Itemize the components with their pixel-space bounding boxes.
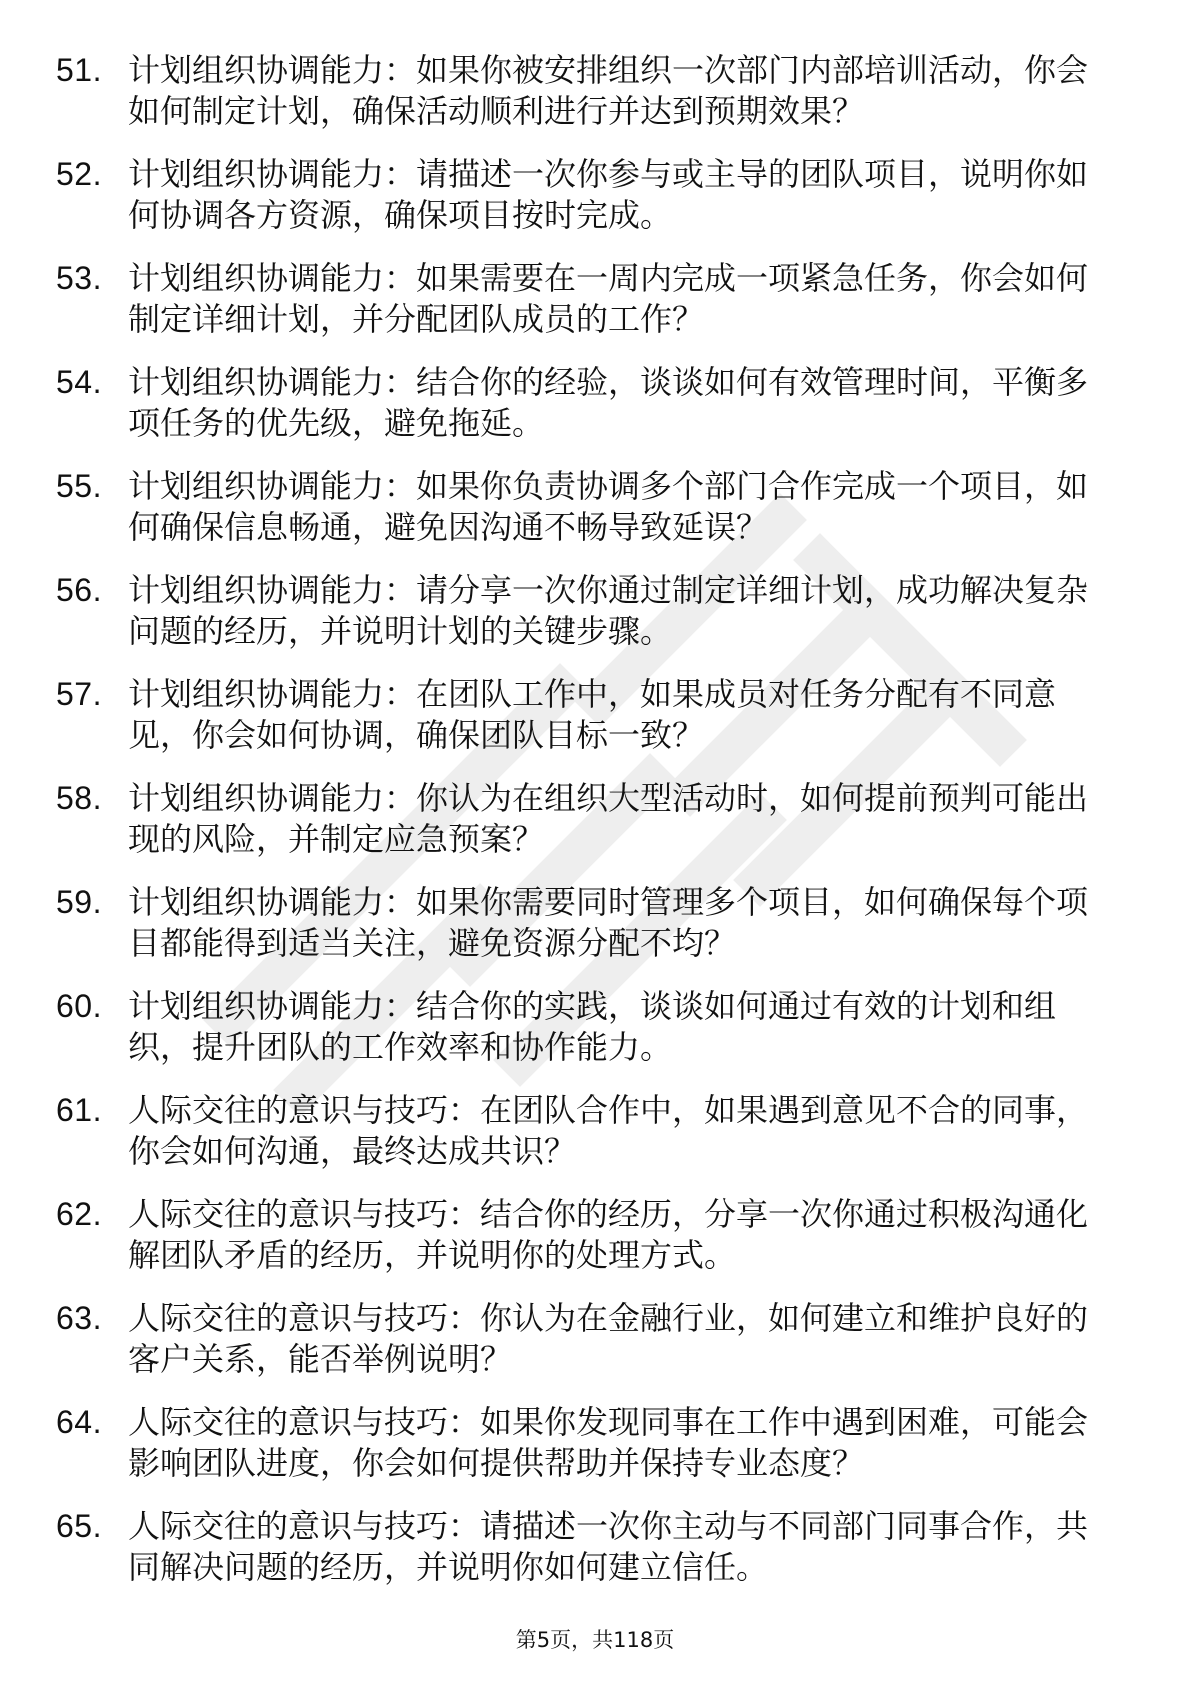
question-item	[56, 1194, 1116, 1276]
question-list	[56, 50, 1116, 1610]
question-text: 人际交往的意识与技巧：你认为在金融行业，如何建立和维护良好的客户关系，能否举例说明？	[128, 1299, 1089, 1378]
question-number: 53.	[56, 260, 102, 296]
question-item	[56, 466, 1116, 548]
question-item	[56, 1090, 1116, 1172]
question-number: 58.	[56, 780, 102, 816]
question-item	[56, 1298, 1116, 1380]
question-text: 人际交往的意识与技巧：在团队合作中，如果遇到意见不合的同事，你会如何沟通，最终达成共识？	[128, 1091, 1089, 1170]
question-item	[56, 154, 1116, 236]
question-number: 63.	[56, 1300, 102, 1336]
question-text: 计划组织协调能力：如果需要在一周内完成一项紧急任务，你会如何制定详细计划，并分配团队成员的工作？	[128, 259, 1089, 338]
question-text: 计划组织协调能力：请分享一次你通过制定详细计划，成功解决复杂问题的经历，并说明计划的关键步骤。	[128, 571, 1089, 650]
question-item	[56, 50, 1116, 132]
question-text: 计划组织协调能力：如果你需要同时管理多个项目，如何确保每个项目都能得到适当关注，避免资源分配不均？	[128, 883, 1089, 962]
question-number: 55.	[56, 468, 102, 504]
question-item	[56, 882, 1116, 964]
question-number: 59.	[56, 884, 102, 920]
question-text: 人际交往的意识与技巧：如果你发现同事在工作中遇到困难，可能会影响团队进度，你会如何提供帮助并保持专业态度？	[128, 1403, 1089, 1482]
question-text: 人际交往的意识与技巧：结合你的经历，分享一次你通过积极沟通化解团队矛盾的经历，并说明你的处理方式。	[128, 1195, 1089, 1274]
question-item	[56, 570, 1116, 652]
question-text: 人际交往的意识与技巧：请描述一次你主动与不同部门同事合作，共同解决问题的经历，并说明你如何建立信任。	[128, 1507, 1089, 1586]
question-number: 52.	[56, 156, 102, 192]
question-number: 65.	[56, 1508, 102, 1544]
page-footer: 第5页，共118页	[515, 1628, 675, 1652]
question-number: 61.	[56, 1092, 102, 1128]
question-item	[56, 778, 1116, 860]
question-item	[56, 362, 1116, 444]
question-item	[56, 1506, 1116, 1588]
question-number: 51.	[56, 52, 102, 88]
question-text: 计划组织协调能力：如果你负责协调多个部门合作完成一个项目，如何确保信息畅通，避免因沟通不畅导致延误？	[128, 467, 1089, 546]
question-text: 计划组织协调能力：在团队工作中，如果成员对任务分配有不同意见，你会如何协调，确保团队目标一致？	[128, 675, 1057, 754]
question-item	[56, 258, 1116, 340]
question-number: 62.	[56, 1196, 102, 1232]
question-text: 计划组织协调能力：如果你被安排组织一次部门内部培训活动，你会如何制定计划，确保活动顺利进行并达到预期效果？	[128, 51, 1089, 130]
question-item	[56, 1402, 1116, 1484]
question-text: 计划组织协调能力：请描述一次你参与或主导的团队项目，说明你如何协调各方资源，确保项目按时完成。	[128, 155, 1089, 234]
question-number: 60.	[56, 988, 102, 1024]
question-text: 计划组织协调能力：结合你的实践，谈谈如何通过有效的计划和组织，提升团队的工作效率和协作能力。	[128, 987, 1057, 1066]
question-number: 54.	[56, 364, 102, 400]
question-text: 计划组织协调能力：你认为在组织大型活动时，如何提前预判可能出现的风险，并制定应急预案？	[128, 779, 1089, 858]
question-item	[56, 986, 1116, 1068]
question-number: 64.	[56, 1404, 102, 1440]
question-text: 计划组织协调能力：结合你的经验，谈谈如何有效管理时间，平衡多项任务的优先级，避免拖延。	[128, 363, 1089, 442]
question-item	[56, 674, 1116, 756]
question-number: 57.	[56, 676, 102, 712]
question-number: 56.	[56, 572, 102, 608]
